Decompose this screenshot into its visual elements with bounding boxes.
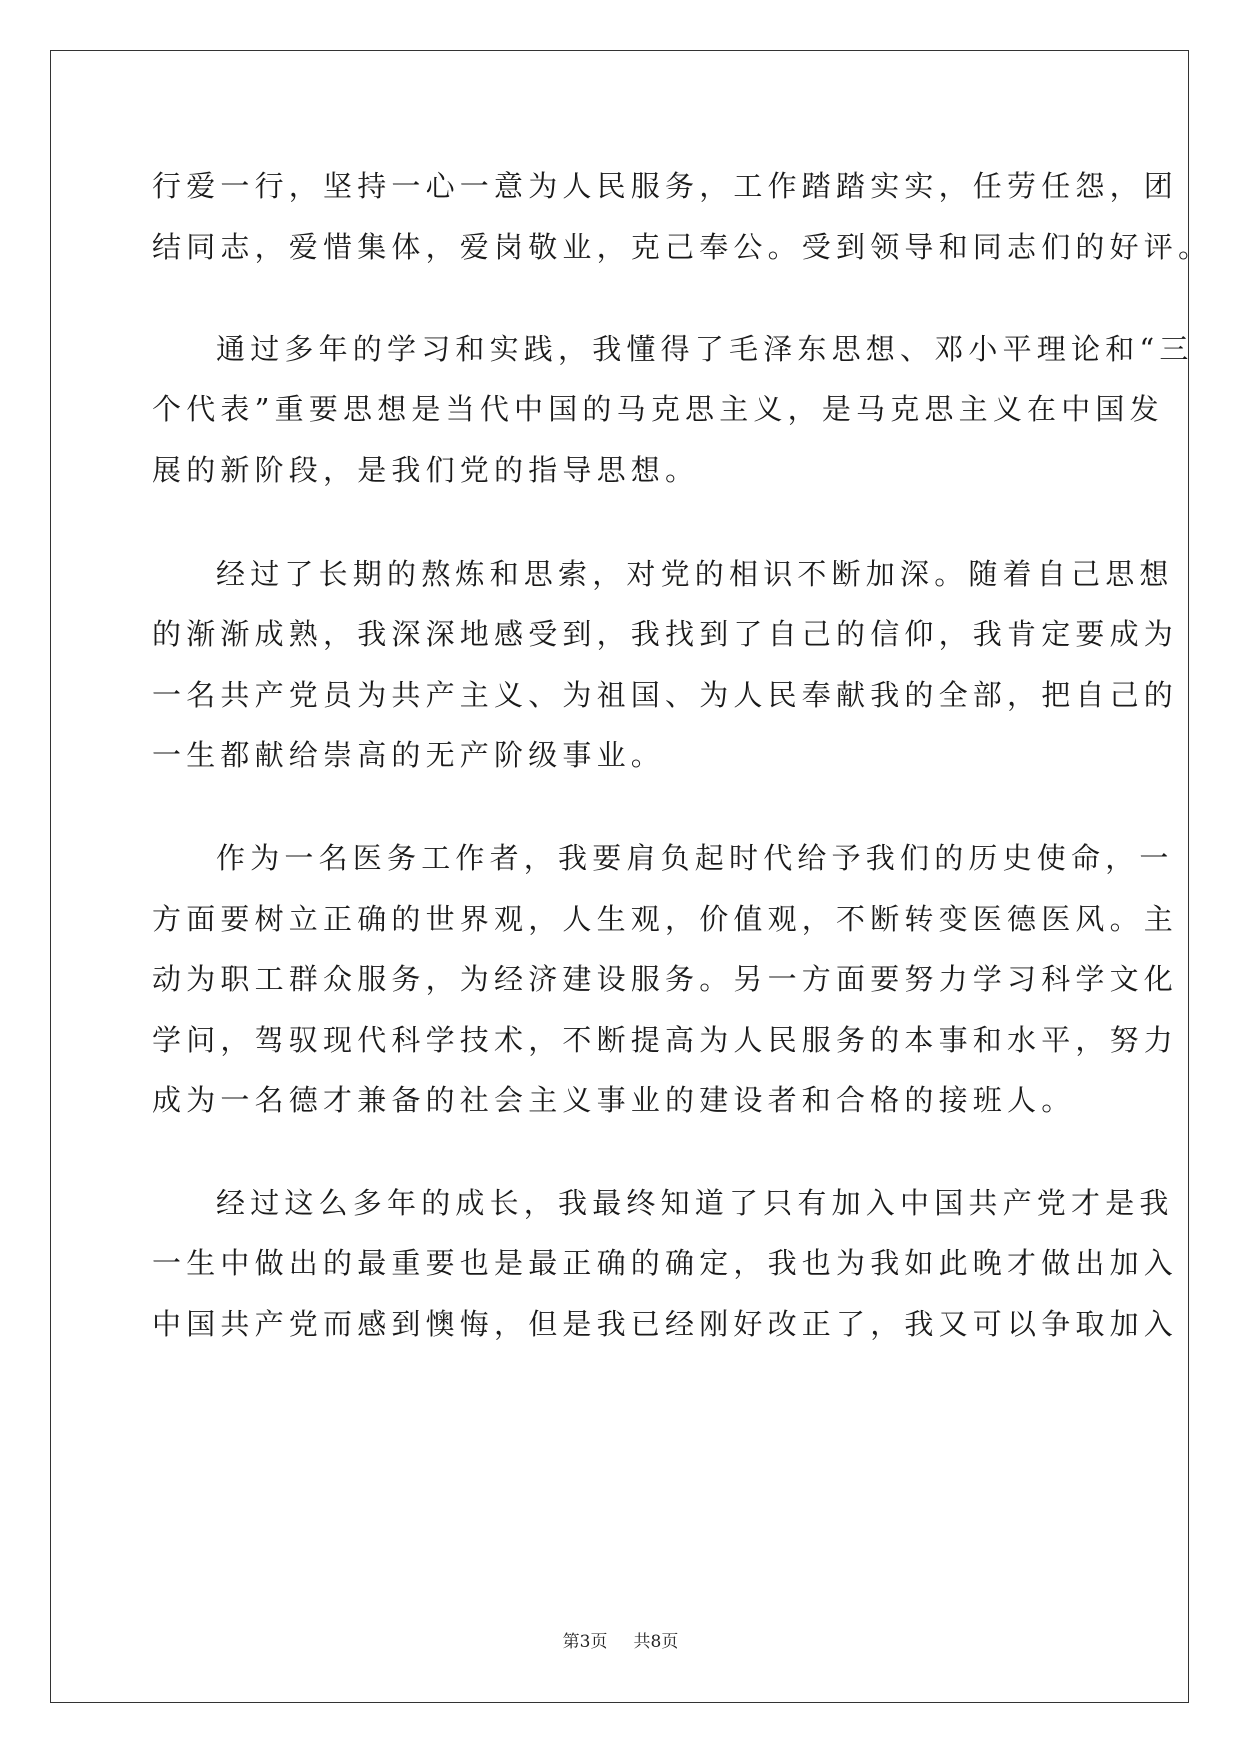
paragraph-first-line: 作为一名医务工作者，我要肩负起时代给予我们的历史使命，一 <box>216 841 1174 875</box>
text-line: 中国共产党而感到懊悔，但是我已经刚好改正了，我又可以争取加入 <box>152 1307 1179 1341</box>
paragraph-first-line: 通过多年的学习和实践，我懂得了毛泽东思想、邓小平理论和“三 <box>216 332 1194 366</box>
text-line: 行爱一行，坚持一心一意为人民服务，工作踏踏实实，任劳任怨，团 <box>152 169 1179 203</box>
text-line: 个代表”重要思想是当代中国的马克思主义，是马克思主义在中国发 <box>152 392 1164 426</box>
text-line: 动为职工群众服务，为经济建设服务。另一方面要努力学习科学文化 <box>152 962 1179 996</box>
text-line: 一名共产党员为共产主义、为祖国、为人民奉献我的全部，把自己的 <box>152 678 1179 712</box>
text-line: 方面要树立正确的世界观，人生观，价值观，不断转变医德医风。主 <box>152 902 1179 936</box>
text-line: 学问，驾驭现代科学技术，不断提高为人民服务的本事和水平，努力 <box>152 1023 1179 1057</box>
text-line: 一生中做出的最重要也是最正确的确定，我也为我如此晚才做出加入 <box>152 1246 1179 1280</box>
text-line: 一生都献给崇高的无产阶级事业。 <box>152 738 666 772</box>
page-total: 共8页 <box>633 1632 679 1652</box>
text-line: 结同志，爱惜集体，爱岗敬业，克己奉公。受到领导和同志们的好评。 <box>152 230 1213 264</box>
paragraph-first-line: 经过这么多年的成长，我最终知道了只有加入中国共产党才是我 <box>216 1186 1174 1220</box>
text-line: 的渐渐成熟，我深深地感受到，我找到了自己的信仰，我肯定要成为 <box>152 617 1179 651</box>
text-line: 成为一名德才兼备的社会主义事业的建设者和合格的接班人。 <box>152 1083 1076 1117</box>
paragraph-first-line: 经过了长期的熬炼和思索，对党的相识不断加深。随着自己思想 <box>216 557 1174 591</box>
text-line: 展的新阶段，是我们党的指导思想。 <box>152 453 700 487</box>
page-number: 第3页 <box>562 1632 608 1652</box>
page-footer <box>0 1631 1241 1653</box>
